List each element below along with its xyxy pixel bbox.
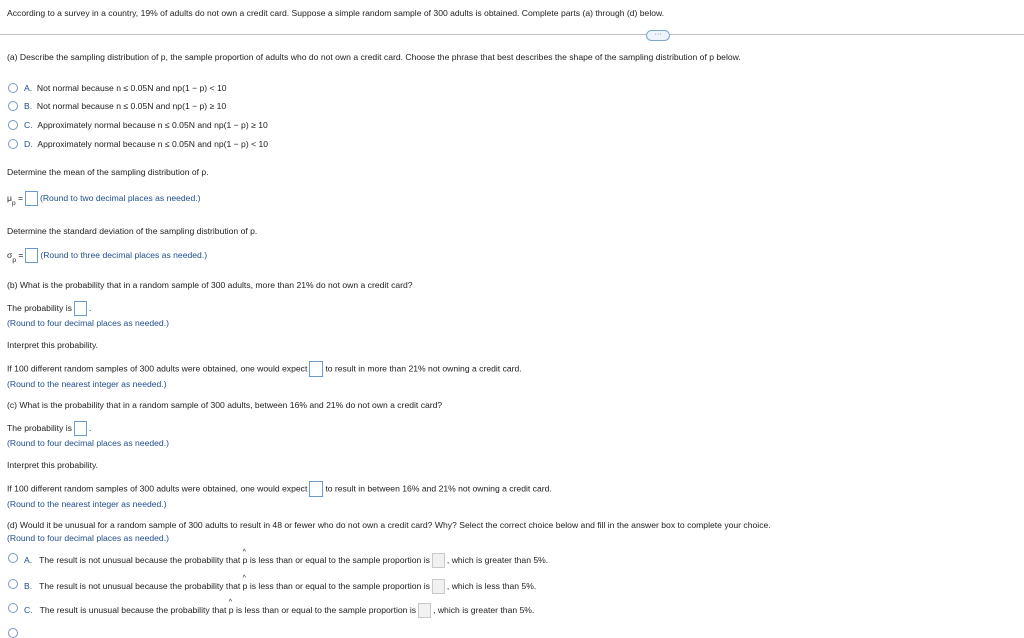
mean-prompt: Determine the mean of the sampling distribution of p.: [7, 167, 209, 177]
part-b-prob-input[interactable]: [74, 301, 87, 316]
option-letter: A.: [24, 83, 33, 93]
option-text: Not normal because n ≤ 0.05N and np(1 − p) < 10: [36, 83, 227, 93]
option-letter: C.: [24, 120, 33, 130]
part-c-expect-row: If 100 different random samples of 300 adults were obtained, one would expect to result in between 16% and 21% not owning a credit card.: [7, 481, 552, 497]
p-hat: ^ p: [243, 581, 248, 591]
mean-hint: (Round to two decimal places as needed.): [39, 192, 201, 203]
sd-hint: (Round to three decimal places as needed.): [40, 249, 208, 260]
d-option-c[interactable]: C. The result is unusual because the probability that ^ p is less than or equal to the sample proportion is , which is greater than 5%.: [24, 603, 534, 618]
part-b-interpret: Interpret this probability.: [7, 340, 99, 350]
sd-row: $\sigma_p$ = (Round to three decimal places as needed.): [7, 249, 208, 264]
radio-c[interactable]: [8, 120, 18, 130]
radio-d-c[interactable]: [8, 603, 18, 613]
option-text: Approximately normal because n ≤ 0.05N and np(1 − p) < 10: [37, 139, 269, 149]
d-option-c-input[interactable]: [418, 603, 431, 618]
part-c-expect-input[interactable]: [309, 481, 323, 497]
part-d-prompt: (d) Would it be unusual for a random sample of 300 adults to result in 48 or fewer who do not own a credit card? Why? Select the correct choice below and fill in the answer box to complete your choice.: [7, 520, 771, 530]
part-b-expect-input[interactable]: [309, 361, 323, 377]
expand-button[interactable]: ···: [646, 30, 670, 41]
problem-intro: According to a survey in a country, 19% of adults do not own a credit card. Suppose a simple random sample of 300 adults is obtained. Complete parts (a) through (d) below.: [7, 8, 665, 18]
d-option-a[interactable]: A. The result is not unusual because the probability that ^ p is less than or equal to the sample proportion is , which is greater than 5%.: [24, 553, 548, 568]
part-a-prompt: (a) Describe the sampling distribution of p, the sample proportion of adults who do not own a credit card. Choose the phrase that best describes the shape of the sampling distribution of p below.: [7, 52, 741, 62]
part-c-expect-hint: (Round to the nearest integer as needed.): [7, 499, 167, 509]
p-hat: ^ p: [229, 605, 234, 615]
part-c-prob-input[interactable]: [74, 421, 87, 436]
part-b-prob-hint: (Round to four decimal places as needed.): [7, 318, 169, 328]
mean-subscript: p: [11, 199, 16, 207]
part-c-prob-row: The probability is .: [7, 421, 91, 436]
part-c-prob-hint: (Round to four decimal places as needed.): [7, 438, 169, 448]
part-c-interpret: Interpret this probability.: [7, 460, 99, 470]
option-b[interactable]: [24, 101, 226, 111]
radio-d-d-partial[interactable]: [8, 628, 18, 638]
sd-symbol: σ: [7, 249, 13, 260]
option-c[interactable]: [24, 120, 268, 130]
sd-input[interactable]: [25, 248, 38, 263]
mean-input[interactable]: [25, 191, 38, 206]
divider: [0, 34, 1024, 35]
part-d-hint: (Round to four decimal places as needed.): [7, 533, 169, 543]
part-b-prompt: (b) What is the probability that in a random sample of 300 adults, more than 21% do not own a credit card?: [7, 280, 413, 290]
d-option-b-input[interactable]: [432, 579, 445, 594]
part-b-prob-row: The probability is .: [7, 301, 91, 316]
mean-row: $\mu_p$ = (Round to two decimal places as needed.): [7, 192, 201, 207]
part-b-expect-hint: (Round to the nearest integer as needed.): [7, 379, 167, 389]
option-a[interactable]: [24, 83, 227, 93]
radio-b[interactable]: [8, 101, 18, 111]
option-letter: B.: [24, 101, 33, 111]
mean-symbol: μ: [7, 192, 12, 203]
part-c-prompt: (c) What is the probability that in a random sample of 300 adults, between 16% and 21% do not own a credit card?: [7, 400, 443, 410]
option-letter: D.: [24, 139, 33, 149]
sd-subscript: p: [12, 256, 16, 264]
option-text: Approximately normal because n ≤ 0.05N and np(1 − p) ≥ 10: [37, 120, 268, 130]
radio-d-a[interactable]: [8, 553, 18, 563]
p-hat: ^ p: [243, 555, 248, 565]
sd-prompt: Determine the standard deviation of the sampling distribution of p.: [7, 226, 258, 236]
d-option-a-input[interactable]: [432, 553, 445, 568]
radio-d[interactable]: [8, 139, 18, 149]
radio-a[interactable]: [8, 83, 18, 93]
radio-d-b[interactable]: [8, 579, 18, 589]
part-b-expect-row: If 100 different random samples of 300 adults were obtained, one would expect to result in more than 21% not owning a credit card.: [7, 361, 522, 377]
d-option-b[interactable]: B. The result is not unusual because the probability that ^ p is less than or equal to the sample proportion is , which is less than 5%.: [24, 579, 536, 594]
option-text: Not normal because n ≤ 0.05N and np(1 − p) ≥ 10: [36, 101, 227, 111]
option-d[interactable]: [24, 139, 268, 149]
